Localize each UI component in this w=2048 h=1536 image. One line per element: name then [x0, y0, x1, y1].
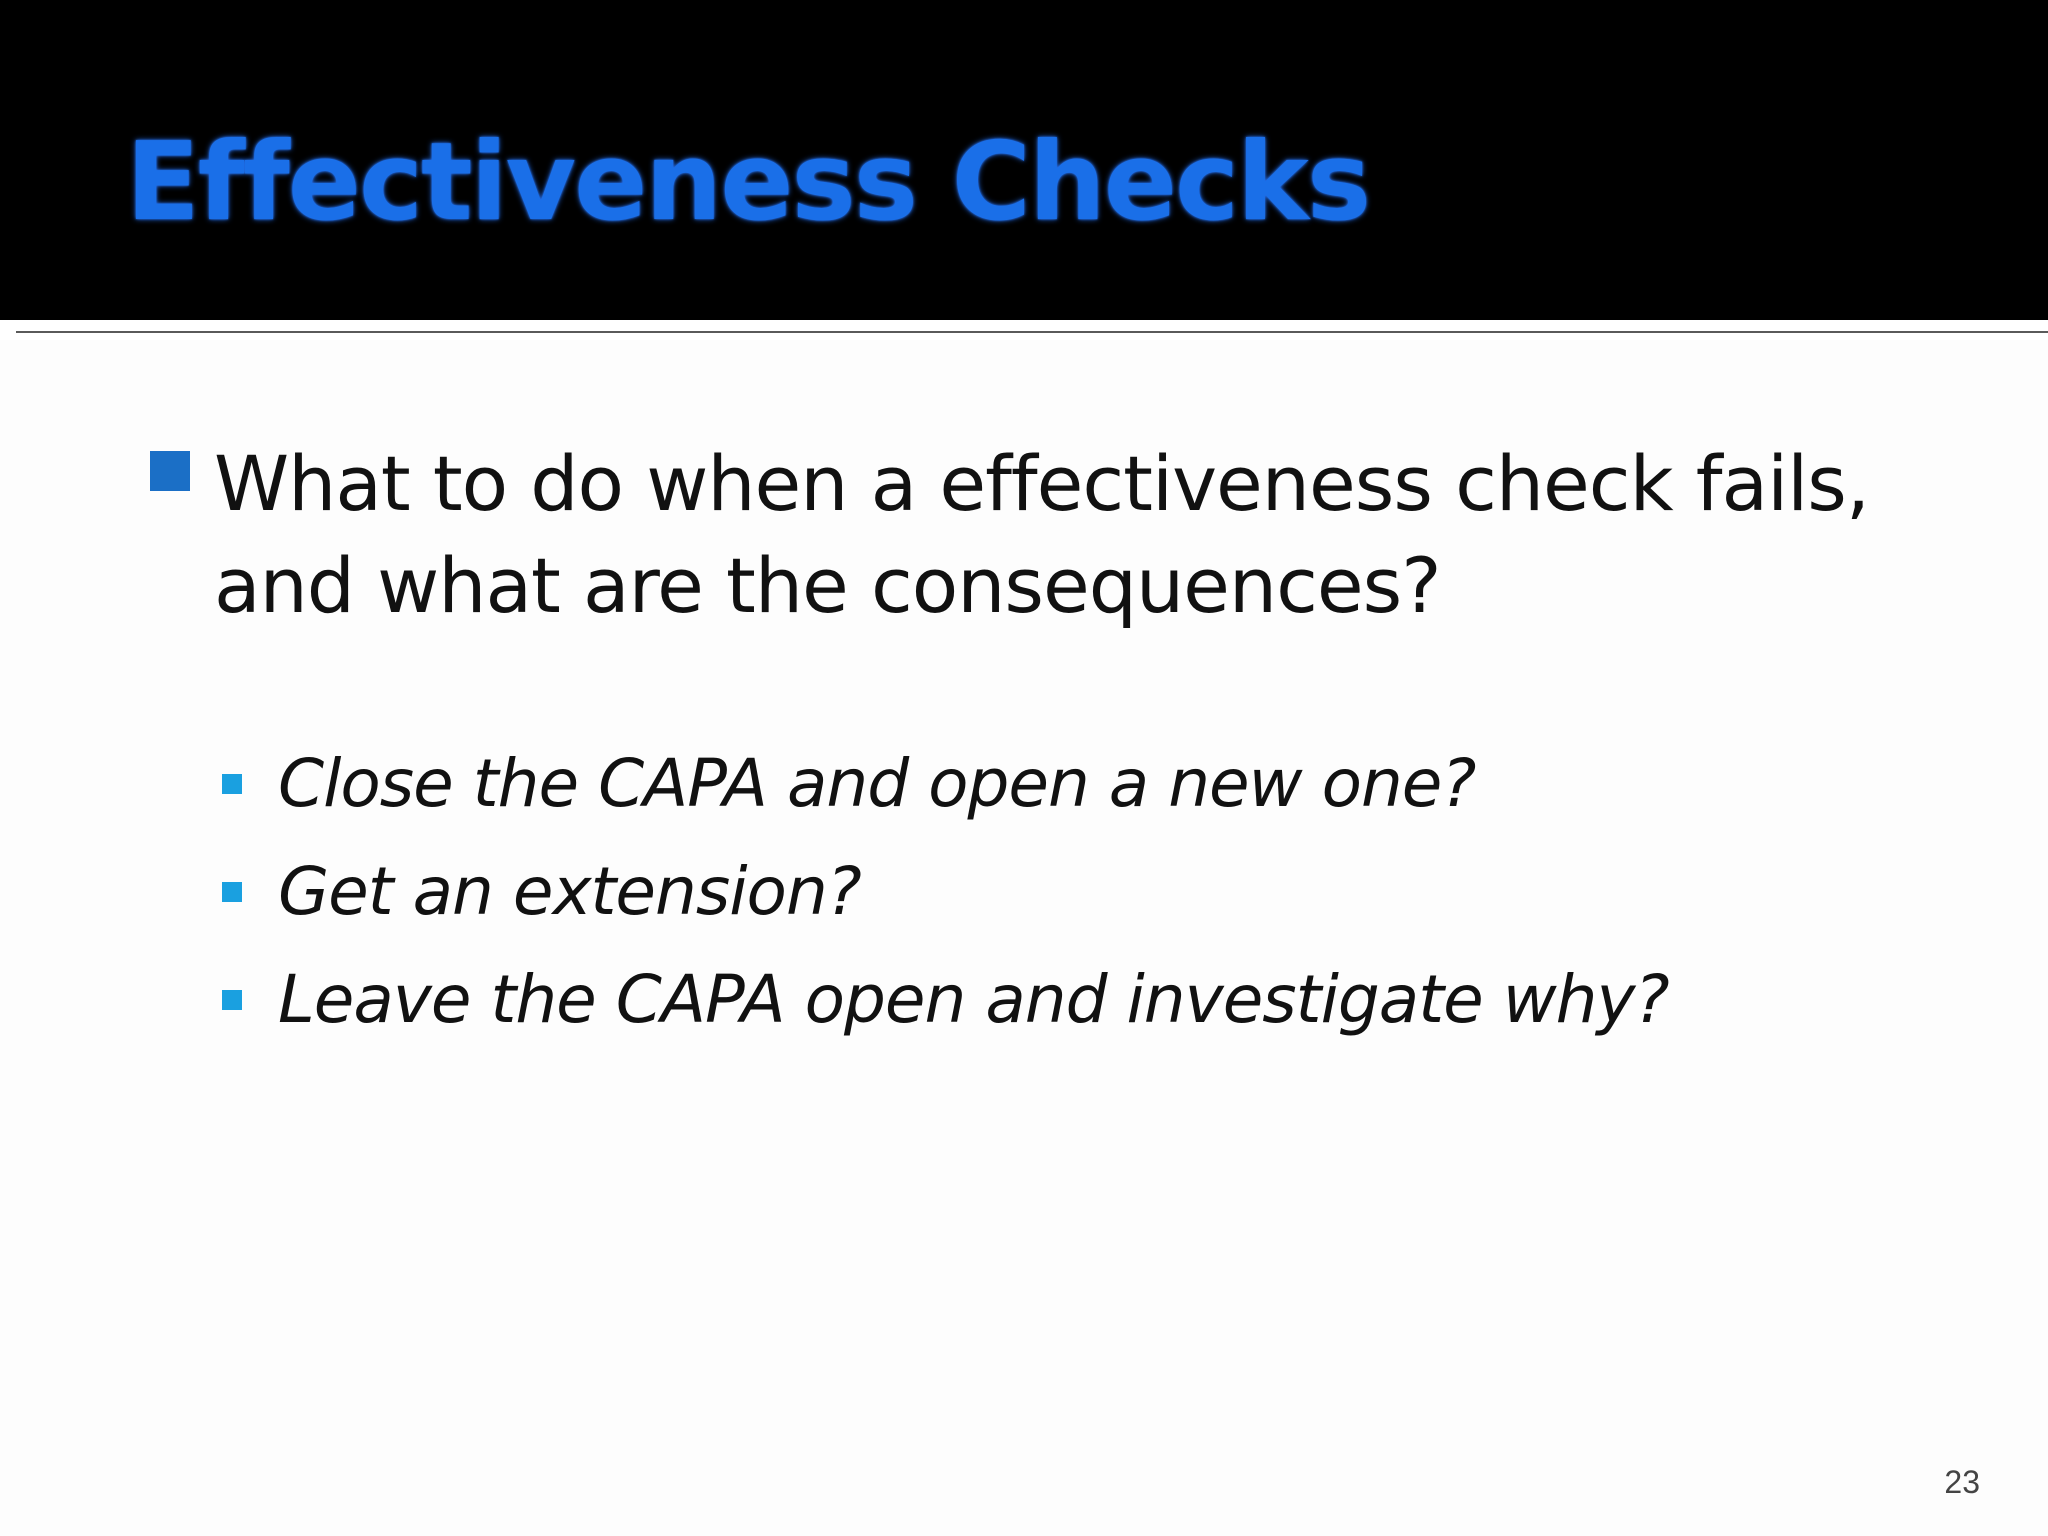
sub-bullet-text: Close the CAPA and open a new one?	[278, 745, 1476, 822]
slide-title: Effectiveness Checks	[126, 120, 1370, 245]
square-bullet-icon	[150, 451, 190, 491]
small-square-bullet-icon	[222, 882, 242, 902]
page-number: 23	[1944, 1464, 1980, 1500]
sub-bullet-text: Leave the CAPA open and investigate why?	[278, 961, 1669, 1038]
title-divider	[16, 331, 2048, 333]
small-square-bullet-icon	[222, 990, 242, 1010]
title-bar	[0, 0, 2048, 320]
small-square-bullet-icon	[222, 774, 242, 794]
sub-bullet-text: Get an extension?	[278, 853, 861, 930]
main-bullet-text: What to do when a effectiveness check fails, and what are the consequences?	[214, 439, 1870, 630]
